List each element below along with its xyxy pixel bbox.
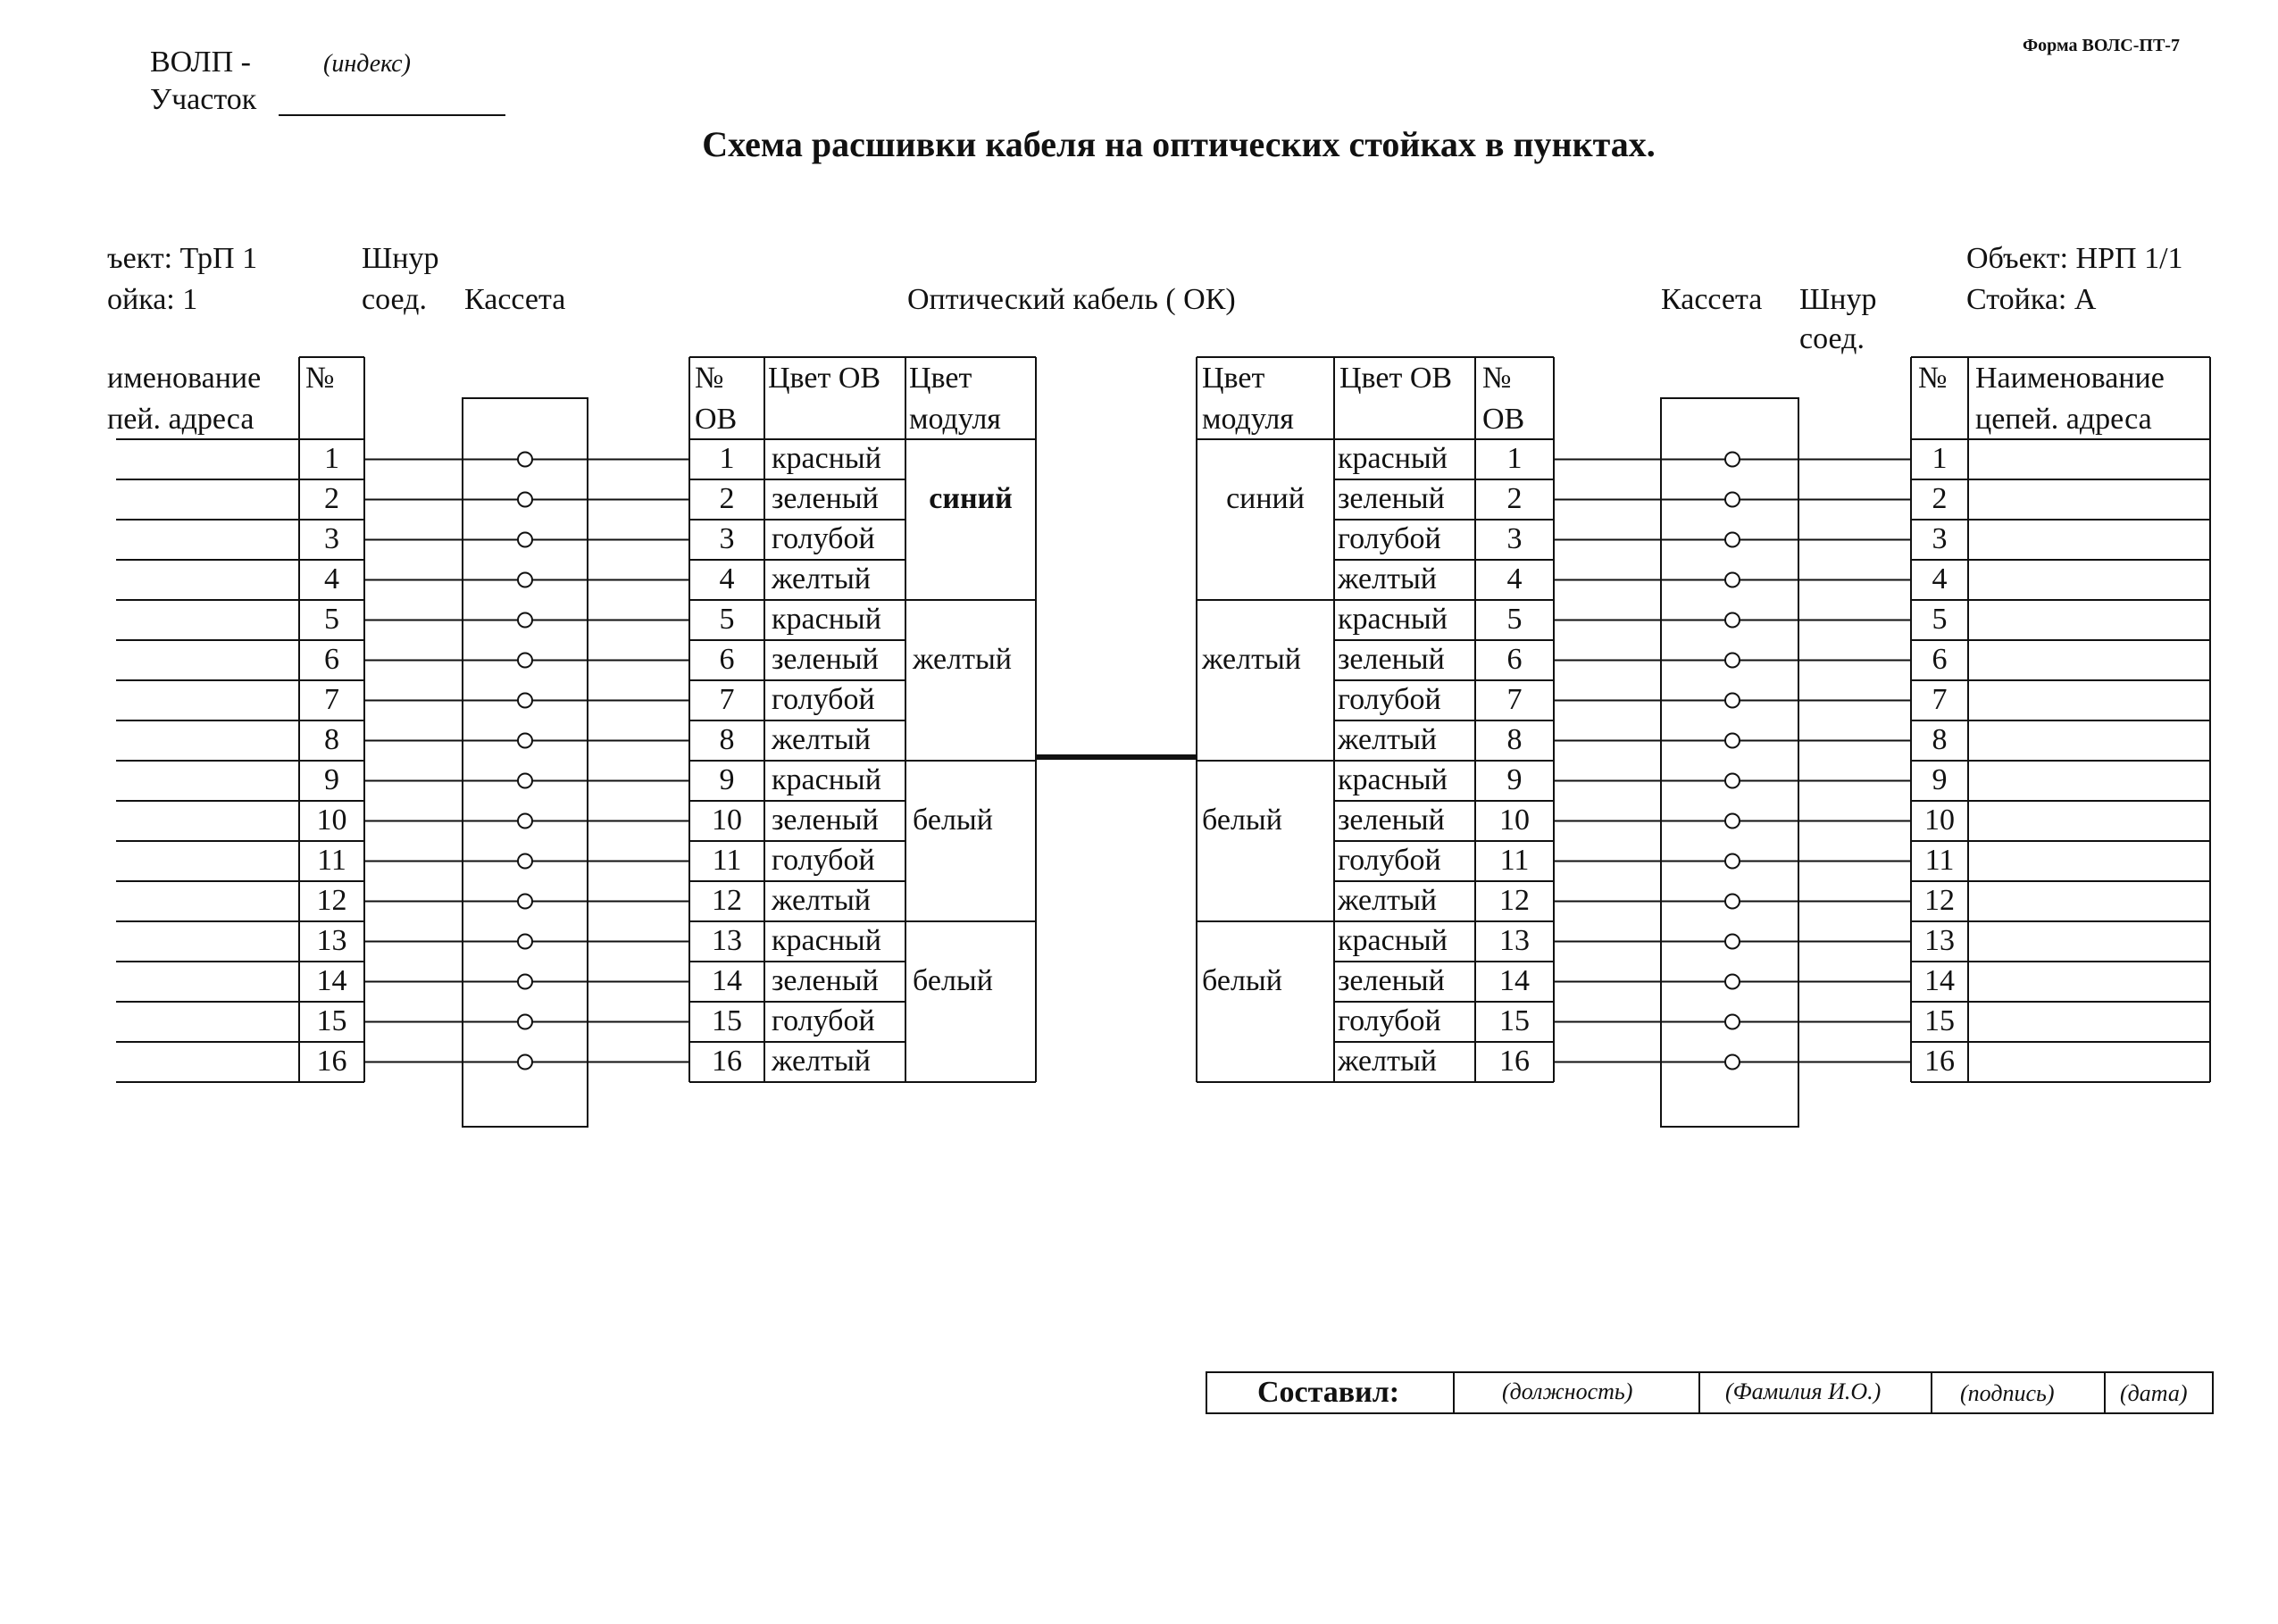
right-fiber-number: 6 — [1506, 643, 1523, 676]
left-fiber-number: 3 — [719, 522, 735, 555]
left-fiber-no-header-2: ОВ — [695, 403, 738, 436]
left-row-number: 8 — [324, 723, 339, 756]
right-connector-node — [1725, 774, 1740, 788]
form-code: Форма ВОЛС-ПТ-7 — [2023, 36, 2180, 55]
right-fiber-number: 11 — [1499, 844, 1530, 877]
left-fiber-number: 11 — [712, 844, 742, 877]
right-fiber-color: желтый — [1338, 723, 1437, 756]
left-module-color-header-2: модуля — [909, 403, 1001, 436]
right-connector-node — [1725, 613, 1740, 628]
right-connector-node — [1725, 734, 1740, 748]
right-row-number: 6 — [1932, 643, 1948, 676]
right-connector-node — [1725, 1015, 1740, 1029]
left-connector-node — [518, 854, 532, 869]
right-module-label: синий — [1226, 482, 1305, 515]
left-fiber-number: 15 — [712, 1004, 742, 1037]
right-connector-node — [1725, 493, 1740, 507]
left-cord-label-2: соед. — [362, 283, 427, 316]
right-module-color-header-2: модуля — [1202, 403, 1294, 436]
right-connector-node — [1725, 854, 1740, 869]
right-module-label: белый — [1202, 804, 1282, 837]
left-name-header-2: пей. адреса — [107, 403, 255, 436]
right-fiber-number: 9 — [1506, 763, 1523, 796]
right-fiber-color: голубой — [1338, 522, 1441, 555]
left-row-number: 5 — [324, 603, 339, 636]
right-fiber-color: красный — [1338, 763, 1448, 796]
right-fiber-number: 4 — [1506, 562, 1523, 595]
left-connector-node — [518, 453, 532, 467]
left-name-header-1: именование — [107, 362, 262, 395]
right-fiber-number: 8 — [1506, 723, 1523, 756]
right-fiber-number: 5 — [1506, 603, 1523, 636]
right-row-number: 12 — [1924, 884, 1955, 917]
right-row-number: 8 — [1932, 723, 1948, 756]
left-connector-node — [518, 814, 532, 829]
compiled-label: Составил: — [1257, 1376, 1400, 1409]
left-connector-node — [518, 613, 532, 628]
right-fiber-number: 14 — [1499, 964, 1530, 997]
right-row-number: 3 — [1932, 522, 1948, 555]
left-fiber-no-header-1: № — [695, 362, 724, 395]
left-connector-node — [518, 533, 532, 547]
right-row-number: 5 — [1932, 603, 1948, 636]
left-module-label: белый — [913, 804, 993, 837]
right-row-number: 2 — [1932, 482, 1948, 515]
left-fiber-number: 8 — [719, 723, 735, 756]
left-fiber-color: красный — [772, 763, 881, 796]
left-fiber-number: 2 — [719, 482, 735, 515]
left-row-number: 13 — [316, 924, 347, 957]
right-fiber-color: желтый — [1338, 884, 1437, 917]
footer-divider-3 — [1931, 1373, 1932, 1412]
left-row-number: 16 — [316, 1045, 347, 1078]
index-placeholder: (индекс) — [323, 50, 411, 78]
left-fiber-color: красный — [772, 924, 881, 957]
left-fiber-color: желтый — [772, 562, 871, 595]
left-row-number: 6 — [324, 643, 339, 676]
name-placeholder: (Фамилия И.О.) — [1725, 1378, 1882, 1404]
left-object: ъект: ТрП 1 — [107, 242, 258, 275]
signature-placeholder: (подпись) — [1960, 1380, 2055, 1406]
right-cord-label-1: Шнур — [1799, 283, 1877, 316]
left-fiber-number: 10 — [712, 804, 742, 837]
left-fiber-number: 16 — [712, 1045, 742, 1078]
left-fiber-color: голубой — [772, 683, 875, 716]
left-connector-node — [518, 493, 532, 507]
left-module-color-header-1: Цвет — [909, 362, 972, 395]
left-fiber-color: желтый — [772, 1045, 871, 1078]
right-fiber-number: 10 — [1499, 804, 1530, 837]
right-name-header-1: Наименование — [1975, 362, 2165, 395]
right-fiber-number: 7 — [1506, 683, 1523, 716]
right-row-number: 15 — [1924, 1004, 1955, 1037]
left-module-label: синий — [929, 482, 1013, 515]
right-row-number: 7 — [1932, 683, 1948, 716]
left-connector-node — [518, 734, 532, 748]
left-cassette-label: Кассета — [464, 283, 566, 316]
right-object: Объект: НРП 1/1 — [1966, 242, 2183, 275]
right-connector-node — [1725, 1055, 1740, 1070]
right-row-number: 10 — [1924, 804, 1955, 837]
right-fiber-number: 16 — [1499, 1045, 1530, 1078]
left-fiber-color: желтый — [772, 723, 871, 756]
footer-divider-1 — [1453, 1373, 1455, 1412]
page-title: Схема расшивки кабеля на оптических стойках в пунктах. — [702, 124, 1656, 164]
right-fiber-color: зеленый — [1338, 964, 1445, 997]
right-connector-node — [1725, 814, 1740, 829]
left-fiber-number: 12 — [712, 884, 742, 917]
right-fiber-color: голубой — [1338, 683, 1441, 716]
left-fiber-color: красный — [772, 603, 881, 636]
left-row-number: 4 — [324, 562, 339, 595]
right-fiber-number: 12 — [1499, 884, 1530, 917]
position-placeholder: (должность) — [1502, 1378, 1633, 1404]
right-fiber-number: 3 — [1506, 522, 1523, 555]
left-row-number: 14 — [316, 964, 347, 997]
right-fiber-color: красный — [1338, 442, 1448, 475]
left-cord-label-1: Шнур — [362, 242, 439, 275]
left-row-number: 1 — [324, 442, 339, 475]
right-connector-node — [1725, 573, 1740, 587]
right-fiber-color: желтый — [1338, 562, 1437, 595]
left-num-header: № — [305, 362, 335, 395]
left-connector-node — [518, 935, 532, 949]
left-fiber-color: голубой — [772, 522, 875, 555]
right-connector-node — [1725, 895, 1740, 909]
left-row-number: 2 — [324, 482, 339, 515]
left-row-number: 12 — [316, 884, 347, 917]
left-connector-node — [518, 1055, 532, 1070]
volp-label: ВОЛП - — [150, 46, 251, 79]
left-row-number: 3 — [324, 522, 339, 555]
left-rack: ойка: 1 — [107, 283, 198, 316]
right-fiber-color: зеленый — [1338, 482, 1445, 515]
right-fiber-number: 1 — [1506, 442, 1523, 475]
left-fiber-color: желтый — [772, 884, 871, 917]
right-cord-label-2: соед. — [1799, 322, 1865, 355]
left-fiber-number: 14 — [712, 964, 742, 997]
left-connector-node — [518, 573, 532, 587]
left-fiber-number: 13 — [712, 924, 742, 957]
left-row-number: 10 — [316, 804, 347, 837]
left-row-number: 11 — [317, 844, 346, 877]
right-module-label: белый — [1202, 964, 1282, 997]
left-fiber-number: 6 — [719, 643, 735, 676]
left-fiber-number: 5 — [719, 603, 735, 636]
right-rack: Стойка: А — [1966, 283, 2097, 316]
right-fiber-color: голубой — [1338, 1004, 1441, 1037]
right-connector-node — [1725, 654, 1740, 668]
left-fiber-number: 1 — [719, 442, 735, 475]
footer-divider-2 — [1698, 1373, 1700, 1412]
right-fiber-number: 2 — [1506, 482, 1523, 515]
left-fiber-color: красный — [772, 442, 881, 475]
left-fiber-color: голубой — [772, 1004, 875, 1037]
right-row-number: 9 — [1932, 763, 1948, 796]
left-fiber-number: 4 — [719, 562, 735, 595]
right-connector-node — [1725, 453, 1740, 467]
left-fiber-color: зеленый — [772, 804, 879, 837]
right-connector-node — [1725, 694, 1740, 708]
right-module-label: желтый — [1202, 643, 1301, 676]
right-connector-node — [1725, 975, 1740, 989]
footer-divider-4 — [2104, 1373, 2106, 1412]
signature-block — [1206, 1371, 2214, 1414]
left-row-number: 9 — [324, 763, 339, 796]
left-connector-node — [518, 654, 532, 668]
right-connector-node — [1725, 935, 1740, 949]
left-connector-node — [518, 774, 532, 788]
left-fiber-number: 9 — [719, 763, 735, 796]
right-fiber-color: красный — [1338, 603, 1448, 636]
right-row-number: 1 — [1932, 442, 1948, 475]
left-row-number: 7 — [324, 683, 339, 716]
right-row-number: 13 — [1924, 924, 1955, 957]
left-fiber-color: голубой — [772, 844, 875, 877]
right-row-number: 4 — [1932, 562, 1948, 595]
cable-label: Оптический кабель ( ОК) — [907, 283, 1236, 316]
left-fiber-color: зеленый — [772, 964, 879, 997]
right-row-number: 16 — [1924, 1045, 1955, 1078]
right-cassette-label: Кассета — [1661, 283, 1763, 316]
left-fiber-color: зеленый — [772, 643, 879, 676]
left-row-number: 15 — [316, 1004, 347, 1037]
right-fiber-number: 15 — [1499, 1004, 1530, 1037]
right-fiber-color: голубой — [1338, 844, 1441, 877]
right-connector-node — [1725, 533, 1740, 547]
right-fiber-no-header-1: № — [1482, 362, 1512, 395]
right-fiber-color: зеленый — [1338, 643, 1445, 676]
left-fiber-color: зеленый — [772, 482, 879, 515]
left-module-label: белый — [913, 964, 993, 997]
right-row-number: 11 — [1924, 844, 1955, 877]
left-connector-node — [518, 694, 532, 708]
right-fiber-color: красный — [1338, 924, 1448, 957]
right-fiber-color: зеленый — [1338, 804, 1445, 837]
uchastok-label: Участок — [150, 83, 257, 116]
right-fiber-color: желтый — [1338, 1045, 1437, 1078]
right-fiber-no-header-2: ОВ — [1482, 403, 1525, 436]
left-fiber-color-header: Цвет ОВ — [768, 362, 881, 395]
left-connector-node — [518, 1015, 532, 1029]
left-connector-node — [518, 895, 532, 909]
right-fiber-color-header: Цвет ОВ — [1339, 362, 1453, 395]
left-module-label: желтый — [913, 643, 1012, 676]
right-module-color-header-1: Цвет — [1202, 362, 1265, 395]
right-fiber-number: 13 — [1499, 924, 1530, 957]
right-row-number: 14 — [1924, 964, 1955, 997]
right-name-header-2: цепей. адреса — [1975, 403, 2152, 436]
date-placeholder: (дата) — [2120, 1380, 2188, 1406]
right-num-header: № — [1918, 362, 1948, 395]
left-connector-node — [518, 975, 532, 989]
left-fiber-number: 7 — [719, 683, 735, 716]
